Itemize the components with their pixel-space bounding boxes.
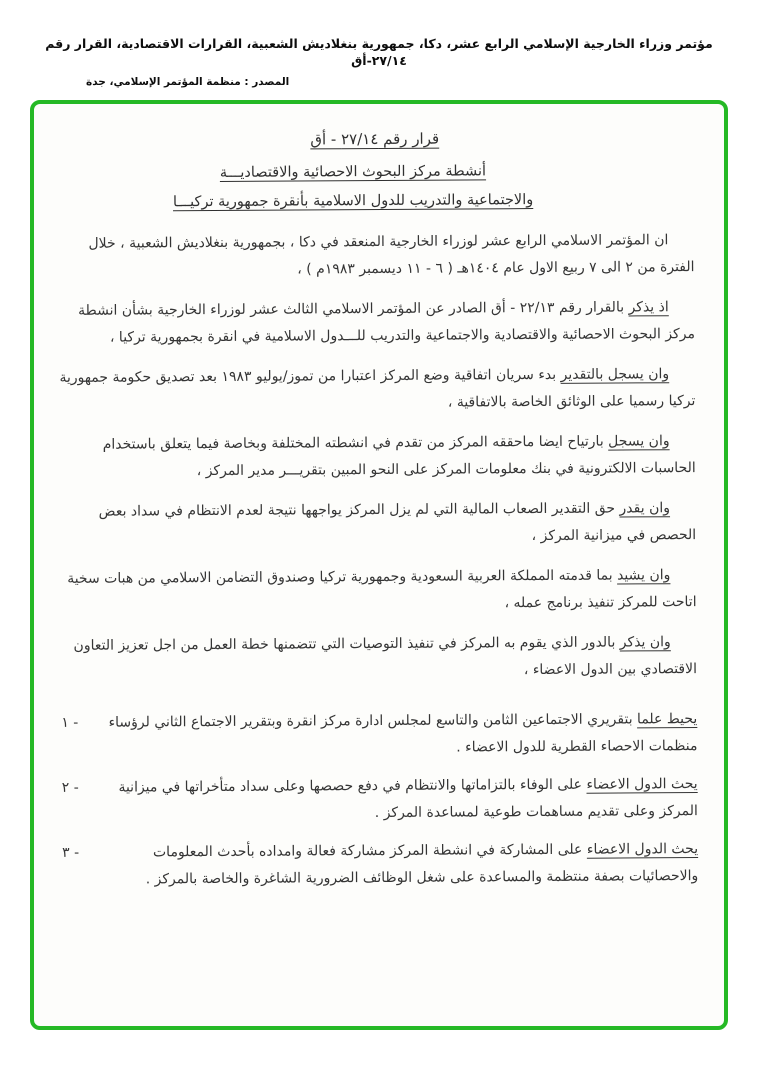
resolution-number-text: قرار رقم ٢٧/١٤ - أق xyxy=(310,129,440,149)
paragraph-lead: وان يسجل بالتقدير xyxy=(560,365,670,383)
item-body: على الوفاء بالتزاماتها والانتظام في دفع حصصها وعلى سداد متأخراتها في ميزانية المركز وعلى تقديم مساهمات طوعية لمساعدة المركز . xyxy=(118,776,698,821)
item-number: ٣ - xyxy=(62,844,80,861)
paragraph xyxy=(58,428,696,485)
item-lead: يحث الدول الاعضاء xyxy=(586,840,699,858)
paragraph-text: بالدور الذي يقوم به المركز في تنفيذ التوصيات التي تتضمنها خطة العمل من اجل تعزيز التعاون الاقتصادي بين الدول الاعضاء ، xyxy=(73,634,698,678)
item-lead: يحيط علما xyxy=(636,710,698,728)
paragraph-text: حق التقدير الصعاب المالية التي لم يزل المركز يواجهها نتيجة لعدم الانتظام في سداد بعض الحصص في ميزانية المركز ، xyxy=(98,500,697,544)
paragraph xyxy=(57,361,695,418)
paragraph xyxy=(56,227,694,284)
paragraph-lead: وان يسجل xyxy=(608,432,670,450)
paragraph-text: بما قدمته المملكة العربية السعودية وجمهورية تركيا وصندوق التضامن الاسلامي من هبات سخية اتاحت للمركز تنفيذ برنامج عمله ، xyxy=(67,567,697,611)
paragraph-lead: اذ يذكر xyxy=(628,298,669,316)
paragraph xyxy=(58,495,696,552)
resolution-subtitle-2 xyxy=(34,191,672,211)
paragraph xyxy=(59,629,697,686)
item-text xyxy=(108,836,698,893)
resolution-subtitle-2-text: والاجتماعية والتدريب للدول الاسلامية بأنقرة جمهورية تركيـــا xyxy=(172,191,534,210)
scanned-document xyxy=(56,128,699,893)
paragraph-lead: وان يقدر xyxy=(619,499,671,517)
preamble-paragraphs xyxy=(56,227,697,686)
item-body: على المشاركة في انشطة المركز مشاركة فعالة وامداده بأحدث المعلومات والاحصائيات بصفة منتظمة والمساعدة على شغل الوظائف الضرورية الشاغرة والخاصة بالمركز . xyxy=(145,841,699,887)
paragraph xyxy=(58,562,696,619)
item-lead: يحث الدول الاعضاء xyxy=(586,775,698,793)
paragraph-text: ان المؤتمر الاسلامي الرابع عشر لوزراء الخارجية المنعقد في دكا ، بجمهورية بنغلاديش الشعبية ، خلال الفترة من ٢ الى ٧ ربيع الاول عام ١٤٠٤هـ ( ٦ - ١١ ديسمبر ١٩٨٣م ) ، xyxy=(88,231,695,277)
item-text xyxy=(107,706,697,763)
numbered-item xyxy=(60,836,698,893)
resolution-number-title xyxy=(56,128,694,150)
archive-source: المصدر : منظمة المؤتمر الإسلامي، جدة xyxy=(86,75,290,88)
resolution-subtitle-1-text: أنشطة مركز البحوث الاحصائية والاقتصاديـــة xyxy=(219,163,487,181)
operative-items xyxy=(59,706,698,893)
item-number: ٢ - xyxy=(61,779,79,796)
scan-frame xyxy=(30,100,728,1030)
archive-title: مؤتمر وزراء الخارجية الإسلامي الرابع عشر، دكا، جمهورية بنغلاديش الشعبية، القرارات الاقتصادية، القرار رقم ٢٧/١٤-أق xyxy=(45,36,713,68)
paragraph-text: بالقرار رقم ٢٢/١٣ - أق الصادر عن المؤتمر الاسلامي الثالث عشر لوزراء الخارجية بشأن انشطة مركز البحوث الاحصائية والاقتصادية والاجتماعية والتدريب للـــدول الاسلامية في انقرة بجمهورية تركيا ، xyxy=(78,299,695,345)
paragraph-lead: وان يشيد xyxy=(617,566,671,584)
numbered-item xyxy=(60,771,698,828)
item-text xyxy=(108,771,698,828)
item-number: ١ - xyxy=(61,714,79,731)
numbered-item xyxy=(59,706,697,763)
paragraph-lead: وان يذكر xyxy=(619,633,671,651)
paragraph-text: بارتياح ايضا ماحققه المركز من تقدم في انشطته المختلفة وبخاصة فيما يتعلق باستخدام الحاسبات الالكترونية في بنك معلومات المركز على النحو المبين بتقريـــر مدير المركز ، xyxy=(102,433,696,479)
item-body: بتقريري الاجتماعين الثامن والتاسع لمجلس ادارة مركز انقرة وبتقرير الاجتماع الثاني لرؤساء منظمات الاحصاء القطرية للدول الاعضاء . xyxy=(108,711,698,755)
resolution-subtitle-1 xyxy=(34,162,672,182)
paragraph-text: بدء سريان اتفاقية وضع المركز اعتبارا من تموز/يوليو ١٩٨٣ بعد تصديق حكومة جمهورية تركيا رسميا على الوثائق الخاصة بالاتفاقية ، xyxy=(59,366,696,410)
paragraph xyxy=(57,294,695,351)
archive-header xyxy=(0,0,758,88)
